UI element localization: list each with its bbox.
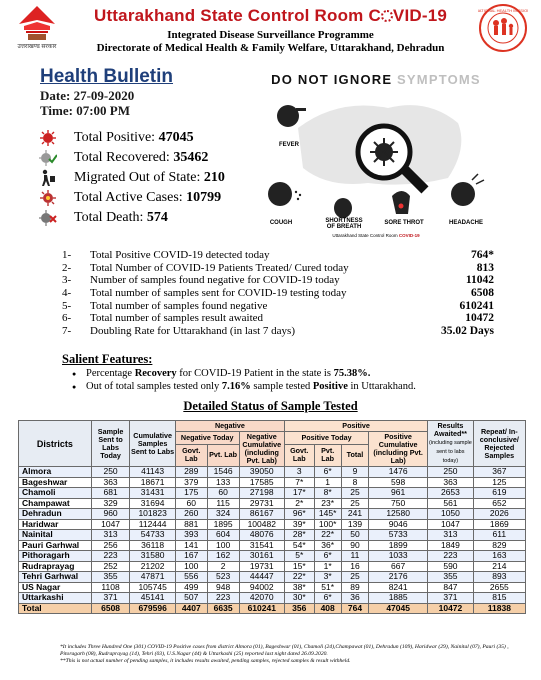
table-cell: 9046 (369, 519, 428, 530)
total-cell: 6508 (91, 603, 130, 614)
table-cell: 223 (91, 551, 130, 562)
list-item: 2- Total Number of COVID-19 Patients Treated/ Cured today 813 (62, 261, 494, 274)
table-cell: 2026 (473, 509, 525, 520)
lungs-icon (334, 198, 352, 218)
table-cell: 1899 (369, 540, 428, 551)
list-item: 6- Total number of samples result awaited 10472 (62, 312, 494, 325)
district-cell: Rudraprayag (19, 561, 92, 572)
table-cell: 815 (473, 593, 525, 604)
virus-icon (38, 129, 58, 147)
table-cell: 12580 (369, 509, 428, 520)
table-cell: 7* (284, 477, 314, 488)
table-cell: 22* (314, 530, 341, 541)
table-cell: 22* (284, 572, 314, 583)
table-cell: 8* (314, 488, 341, 499)
table-cell: 42070 (239, 593, 284, 604)
table-cell: 5733 (369, 530, 428, 541)
table-cell: 17* (284, 488, 314, 499)
table-cell: 163 (473, 551, 525, 562)
table-cell: 23* (314, 498, 341, 509)
table-cell: 100* (314, 519, 341, 530)
table-cell: 2655 (473, 582, 525, 593)
salient-item-positivity: ● Out of total samples tested only 7.16% sample tested Positive in Uttarakhand. (62, 380, 502, 393)
table-cell: 47871 (130, 572, 175, 583)
table-cell: 313 (91, 530, 130, 541)
subtitle-programme: Integrated Disease Surveillance Programme (167, 29, 374, 41)
symptom-label-fever: FEVER (278, 142, 299, 148)
table-row (19, 551, 526, 562)
stat-total-positive: Total Positive: 47045 (38, 128, 278, 148)
list-item: 7- Doubling Rate for Uttarakhand (in last 7 days) 35.02 Days (62, 324, 494, 337)
table-cell: 6* (314, 467, 341, 478)
table-cell: 393 (175, 530, 207, 541)
table-cell: 90 (341, 540, 368, 551)
active-virus-icon (38, 189, 58, 207)
table-cell: 175 (175, 488, 207, 499)
table-row (19, 561, 526, 572)
footnote-1: *It includes Three Hundred One (301) COVID-19 Positive cases from district Almora (01), Bageshwar (01), Chamoli (24),Champawat (01), Dehradun (109), Haridwar (29), Nainital (07), Pauri (35) , Pitoragarh (08), Rudraprayag (14), Tehri (03), U.S.Nagar (44) & Uttarkashi (25) reported last night dated 26.09.2020. (60, 644, 509, 657)
symptom-label-cough: COUGH (269, 220, 293, 226)
page-title: Uttarakhand State Control Room C VID-19 (93, 6, 448, 25)
table-cell: 6* (314, 551, 341, 562)
col-negative-today: Negative Today (175, 432, 239, 445)
table-cell: 36 (341, 593, 368, 604)
table-cell: 371 (91, 593, 130, 604)
table-cell: 3 (284, 467, 314, 478)
total-label: Total (19, 603, 92, 614)
symptoms-illustration (258, 68, 494, 242)
table-cell: 3* (314, 572, 341, 583)
salient-item-recovery: ● Percentage Recovery for COVID-19 Patient in the state is 75.38%. (62, 367, 502, 380)
table-cell: 750 (369, 498, 428, 509)
col-pos-pvt-lab: Pvt. Lab (314, 444, 341, 466)
virus-o-icon (381, 10, 393, 22)
table-cell: 25 (341, 488, 368, 499)
col-sent-today: Sample Sent to Labs Today (91, 421, 130, 467)
table-cell: 324 (207, 509, 239, 520)
table-cell: 31694 (130, 498, 175, 509)
table-cell: 371 (428, 593, 473, 604)
table-cell: 1033 (369, 551, 428, 562)
table-cell: 667 (369, 561, 428, 572)
table-cell: 100482 (239, 519, 284, 530)
table-cell: 36118 (130, 540, 175, 551)
subtitle-directorate: Directorate of Medical Health & Family Welfare, Uttarakhand, Dehradun (96, 42, 445, 54)
col-neg-pvt-lab: Pvt. Lab (207, 444, 239, 466)
table-cell: 30* (284, 593, 314, 604)
table-cell: 329 (91, 498, 130, 509)
district-cell: US Nagar (19, 582, 92, 593)
col-negative: Negative (175, 421, 284, 432)
table-cell: 2 (207, 561, 239, 572)
table-cell: 367 (473, 467, 525, 478)
total-cell: 764 (341, 603, 368, 614)
table-cell: 223 (207, 593, 239, 604)
list-item: 3- Number of samples found negative for COVID-19 today 11042 (62, 274, 494, 287)
fever-head-icon (277, 105, 306, 127)
table-cell: 1546 (207, 467, 239, 478)
symptom-label-shortness-of-breath: SHORTNESS OF BREATH (325, 218, 363, 230)
symptoms-title: DO NOT IGNORE SYMPTOMS (271, 72, 481, 87)
table-cell: 115 (207, 498, 239, 509)
table-cell: 5* (284, 551, 314, 562)
migration-icon (38, 169, 58, 187)
table-cell: 1 (314, 477, 341, 488)
table-cell: 139 (341, 519, 368, 530)
table-cell: 27198 (239, 488, 284, 499)
symptoms-footer: Uttarakhand State Control Room COVID-19 (332, 233, 420, 238)
table-cell: 29731 (239, 498, 284, 509)
table-cell: 8 (341, 477, 368, 488)
district-cell: Bageshwar (19, 477, 92, 488)
table-cell: 9 (341, 467, 368, 478)
table-cell: 48076 (239, 530, 284, 541)
table-cell: 19731 (239, 561, 284, 572)
table-row (19, 530, 526, 541)
col-positive-cumulative: Positive Cumulative (including Pvt. Lab) (369, 432, 428, 467)
table-cell: 1050 (428, 509, 473, 520)
table-cell: 162 (207, 551, 239, 562)
table-cell: 619 (473, 488, 525, 499)
table-cell: 1* (314, 561, 341, 572)
table-cell: 101823 (130, 509, 175, 520)
table-cell: 961 (369, 488, 428, 499)
table-cell: 363 (91, 477, 130, 488)
table-cell: 1885 (369, 593, 428, 604)
col-pos-total: Total (341, 444, 368, 466)
total-cell: 408 (314, 603, 341, 614)
recovered-icon (38, 149, 58, 167)
death-icon (38, 209, 58, 227)
table-row (19, 519, 526, 530)
stat-total-death: Total Death: 574 (38, 208, 278, 228)
table-cell: 313 (428, 530, 473, 541)
col-positive-today: Positive Today (284, 432, 368, 445)
bulletin-title: Health Bulletin (40, 66, 174, 87)
table-cell: 363 (428, 477, 473, 488)
symptoms-infographic (258, 68, 494, 242)
table-cell: 44447 (239, 572, 284, 583)
table-cell: 31541 (239, 540, 284, 551)
table-cell: 223 (428, 551, 473, 562)
district-cell: Tehri Garhwal (19, 572, 92, 583)
table-cell: 54733 (130, 530, 175, 541)
table-cell: 355 (428, 572, 473, 583)
district-cell: Pauri Garhwal (19, 540, 92, 551)
col-cumulative-sent: Cumulative Samples Sent to Labs (130, 421, 175, 467)
table-cell: 25 (341, 498, 368, 509)
table-cell: 2* (284, 498, 314, 509)
stat-total-recovered: Total Recovered: 35462 (38, 148, 278, 168)
table-cell: 36* (314, 540, 341, 551)
table-cell: 598 (369, 477, 428, 488)
table-row (19, 477, 526, 488)
table-cell: 561 (428, 498, 473, 509)
table-cell: 652 (473, 498, 525, 509)
table-cell: 15* (284, 561, 314, 572)
table-cell: 611 (473, 530, 525, 541)
table-cell: 214 (473, 561, 525, 572)
table-cell: 11 (341, 551, 368, 562)
table-cell: 16 (341, 561, 368, 572)
table-cell: 881 (175, 519, 207, 530)
table-cell: 60 (175, 498, 207, 509)
table-cell: 1849 (428, 540, 473, 551)
table-cell: 523 (207, 572, 239, 583)
table-row (19, 467, 526, 478)
table-cell: 21202 (130, 561, 175, 572)
table-cell: 1869 (473, 519, 525, 530)
table-cell: 94002 (239, 582, 284, 593)
national-health-mission-logo (478, 3, 528, 53)
table-cell: 86167 (239, 509, 284, 520)
table-cell: 893 (473, 572, 525, 583)
table-cell: 8241 (369, 582, 428, 593)
table-cell: 1047 (428, 519, 473, 530)
table-cell: 960 (91, 509, 130, 520)
col-awaited: Results Awaited** (including sample sent to labs today) (428, 421, 473, 467)
table-cell: 141 (175, 540, 207, 551)
table-cell: 100 (175, 561, 207, 572)
table-cell: 556 (175, 572, 207, 583)
total-cell: 11838 (473, 603, 525, 614)
table-row (19, 509, 526, 520)
table-cell: 6* (314, 593, 341, 604)
district-cell: Uttarkashi (19, 593, 92, 604)
table-cell: 250 (91, 467, 130, 478)
table-cell: 507 (175, 593, 207, 604)
total-cell: 679596 (130, 603, 175, 614)
table-cell: 17585 (239, 477, 284, 488)
footnote-2: **This is not actual number of pending samples, it includes results awaited, pending samples, rejected samples & result withheld. (60, 657, 351, 664)
table-title: Detailed Status of Sample Tested (183, 399, 358, 413)
bulletin-time: Time: 07:00 PM (40, 103, 131, 118)
sample-status-table (18, 420, 526, 614)
district-cell: Pithoragarh (19, 551, 92, 562)
col-repeat: Repeat/ In-conclusive/ Rejected Samples (473, 421, 525, 467)
table-cell: 39* (284, 519, 314, 530)
table-cell: 31431 (130, 488, 175, 499)
table-cell: 31580 (130, 551, 175, 562)
table-cell: 51* (314, 582, 341, 593)
summary-stats (38, 128, 278, 228)
col-neg-govt-lab: Govt. Lab (175, 444, 207, 466)
table-cell: 604 (207, 530, 239, 541)
total-cell: 610241 (239, 603, 284, 614)
table-row (19, 572, 526, 583)
table-cell: 250 (428, 467, 473, 478)
table-total-row (19, 603, 526, 614)
salient-features (62, 352, 502, 393)
bulletin-header (40, 66, 260, 118)
list-item: 1- Total Positive COVID-19 detected today 764* (62, 249, 494, 262)
table-cell: 39050 (239, 467, 284, 478)
col-districts: Districts (19, 421, 92, 467)
table-cell: 105745 (130, 582, 175, 593)
table-cell: 25 (341, 572, 368, 583)
table-cell: 847 (428, 582, 473, 593)
headache-icon (451, 174, 484, 206)
table-cell: 28* (284, 530, 314, 541)
table-cell: 1476 (369, 467, 428, 478)
table-row (19, 582, 526, 593)
col-pos-govt-lab: Govt. Lab (284, 444, 314, 466)
district-cell: Nainital (19, 530, 92, 541)
table-cell: 89 (341, 582, 368, 593)
header (0, 0, 541, 58)
list-item: 4- Total number of samples sent for COVID-19 testing today 6508 (62, 287, 494, 300)
salient-title: Salient Features: (62, 352, 153, 366)
bulletin-date: Date: 27-09-2020 (40, 88, 135, 103)
stat-migrated: Migrated Out of State: 210 (38, 168, 278, 188)
total-cell: 356 (284, 603, 314, 614)
district-cell: Almora (19, 467, 92, 478)
table-cell: 590 (428, 561, 473, 572)
table-cell: 100 (207, 540, 239, 551)
col-negative-cumulative: Negative Cumulative (including Pvt. Lab) (239, 432, 284, 467)
table-cell: 260 (175, 509, 207, 520)
table-cell: 167 (175, 551, 207, 562)
table-cell: 96* (284, 509, 314, 520)
table-cell: 41143 (130, 467, 175, 478)
table-cell: 18671 (130, 477, 175, 488)
district-cell: Chamoli (19, 488, 92, 499)
table-cell: 256 (91, 540, 130, 551)
table-cell: 289 (175, 467, 207, 478)
table-cell: 145* (314, 509, 341, 520)
total-cell: 47045 (369, 603, 428, 614)
table-cell: 45141 (130, 593, 175, 604)
table-cell: 125 (473, 477, 525, 488)
table-row (19, 540, 526, 551)
table-cell: 54* (284, 540, 314, 551)
daily-summary-list (62, 249, 494, 337)
table-row (19, 488, 526, 499)
table-cell: 241 (341, 509, 368, 520)
cough-head-icon (268, 182, 301, 206)
symptom-label-sore-throat: SORE THROT (384, 220, 424, 226)
district-cell: Haridwar (19, 519, 92, 530)
sore-throat-icon (392, 191, 410, 214)
svg-text:उत्तराखण्ड सरकार: उत्तराखण्ड सरकार (17, 44, 57, 50)
total-cell: 4407 (175, 603, 207, 614)
table-cell: 38* (284, 582, 314, 593)
svg-text:NATIONAL HEALTH MISSION: NATIONAL HEALTH MISSION (478, 8, 528, 13)
table-cell: 112444 (130, 519, 175, 530)
table-row (19, 498, 526, 509)
footnotes (60, 644, 520, 664)
table-cell: 30161 (239, 551, 284, 562)
district-cell: Champawat (19, 498, 92, 509)
table-cell: 499 (175, 582, 207, 593)
table-cell: 379 (175, 477, 207, 488)
total-cell: 6635 (207, 603, 239, 614)
table-cell: 50 (341, 530, 368, 541)
district-cell: Dehradun (19, 509, 92, 520)
stat-active-cases: Total Active Cases: 10799 (38, 188, 278, 208)
col-positive: Positive (284, 421, 427, 432)
table-cell: 1108 (91, 582, 130, 593)
table-cell: 252 (91, 561, 130, 572)
table-cell: 1047 (91, 519, 130, 530)
total-cell: 10472 (428, 603, 473, 614)
table-cell: 2176 (369, 572, 428, 583)
table-cell: 133 (207, 477, 239, 488)
symptom-label-headache: HEADACHE (448, 220, 483, 226)
table-cell: 1895 (207, 519, 239, 530)
table-cell: 948 (207, 582, 239, 593)
table-cell: 681 (91, 488, 130, 499)
table-cell: 60 (207, 488, 239, 499)
table-cell: 829 (473, 540, 525, 551)
list-item: 5- Total number of samples found negative 610241 (62, 299, 494, 312)
table-cell: 355 (91, 572, 130, 583)
table-row (19, 593, 526, 604)
table-cell: 2653 (428, 488, 473, 499)
